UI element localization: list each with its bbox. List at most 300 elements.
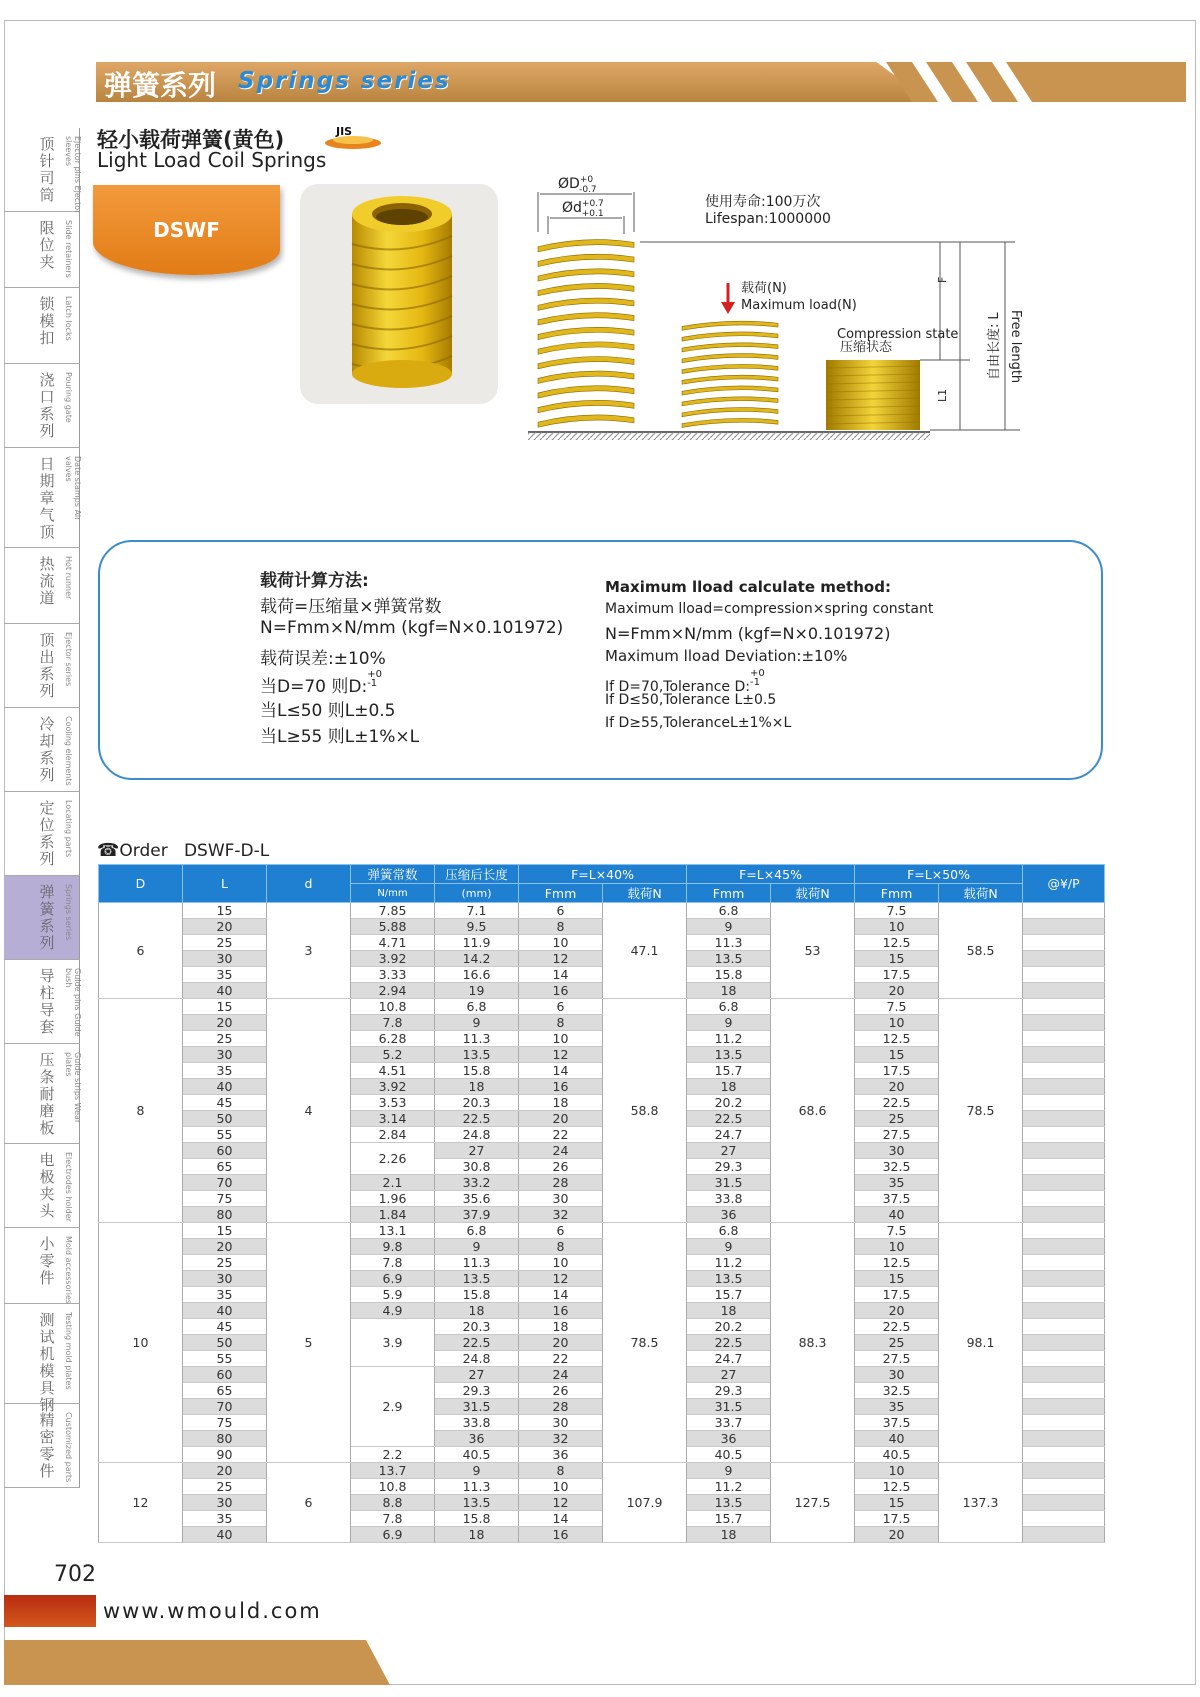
table-cell: 6.8 bbox=[687, 999, 771, 1015]
table-cell: 50 bbox=[183, 1335, 267, 1351]
price-cell bbox=[1023, 983, 1105, 999]
sidebar-item[interactable] bbox=[4, 1144, 80, 1228]
table-cell: 4 bbox=[267, 999, 351, 1223]
price-cell bbox=[1023, 935, 1105, 951]
table-cell: 28 bbox=[519, 1399, 603, 1415]
order-value: DSWF-D-L bbox=[183, 841, 270, 861]
price-cell bbox=[1023, 903, 1105, 919]
table-cell: 15.7 bbox=[687, 1063, 771, 1079]
table-cell: 5 bbox=[267, 1223, 351, 1463]
table-cell: 6.8 bbox=[435, 999, 519, 1015]
sidebar-item-label: 弹簧系列 bbox=[39, 883, 55, 952]
table-cell: 8 bbox=[519, 1463, 603, 1479]
table-row bbox=[99, 1463, 1105, 1479]
price-cell bbox=[1023, 1319, 1105, 1335]
table-cell: 30 bbox=[183, 1047, 267, 1063]
table-cell: 17.5 bbox=[855, 967, 939, 983]
table-cell: 45 bbox=[183, 1095, 267, 1111]
col-l: L bbox=[183, 865, 267, 903]
section-header bbox=[96, 58, 1186, 104]
sidebar-item[interactable] bbox=[4, 792, 80, 876]
table-cell: 2.94 bbox=[351, 983, 435, 999]
table-cell: 60 bbox=[183, 1143, 267, 1159]
table-cell: 15 bbox=[183, 903, 267, 919]
sidebar-item[interactable] bbox=[4, 708, 80, 792]
table-cell: 27 bbox=[687, 1143, 771, 1159]
sidebar-item-sublabel: Testing mold plates bbox=[64, 1312, 73, 1390]
jis-badge bbox=[322, 125, 384, 151]
phone-icon: ☎ bbox=[97, 840, 120, 861]
sidebar-item-sublabel: Cooling elements bbox=[64, 716, 73, 786]
table-cell: 9 bbox=[687, 1463, 771, 1479]
col-load: 载荷N bbox=[603, 884, 687, 903]
sidebar-item[interactable] bbox=[4, 624, 80, 708]
price-cell bbox=[1023, 1495, 1105, 1511]
col-fmm: Fmm bbox=[519, 884, 603, 903]
loaded-spring bbox=[682, 321, 778, 427]
sidebar-item-label: 日期章气顶 bbox=[39, 455, 55, 541]
calc-cn-line: 当L≥55 则L±1%×L bbox=[260, 727, 420, 747]
table-cell: 13.5 bbox=[687, 1047, 771, 1063]
table-cell: 70 bbox=[183, 1175, 267, 1191]
table-cell: 36 bbox=[687, 1431, 771, 1447]
price-cell bbox=[1023, 1415, 1105, 1431]
table-cell: 18 bbox=[687, 1303, 771, 1319]
col-fmm: Fmm bbox=[687, 884, 771, 903]
table-cell: 58.8 bbox=[603, 999, 687, 1223]
table-cell: 8 bbox=[519, 919, 603, 935]
table-cell: 11.9 bbox=[435, 935, 519, 951]
table-cell: 32.5 bbox=[855, 1383, 939, 1399]
table-cell: 9 bbox=[687, 919, 771, 935]
table-cell: 17.5 bbox=[855, 1063, 939, 1079]
table-cell: 15.7 bbox=[687, 1287, 771, 1303]
table-cell: 13.5 bbox=[435, 1271, 519, 1287]
price-cell bbox=[1023, 1143, 1105, 1159]
table-cell: 13.5 bbox=[435, 1495, 519, 1511]
table-cell: 15.8 bbox=[435, 1511, 519, 1527]
spring-photo bbox=[300, 184, 498, 404]
table-cell: 13.7 bbox=[351, 1463, 435, 1479]
table-cell: 35 bbox=[855, 1175, 939, 1191]
calc-en-line: If D=70,Tolerance D: $^{+0 -1}$ bbox=[605, 668, 765, 695]
calc-cn-line: N=Fmm×N/mm (kgf=N×0.101972) bbox=[260, 618, 564, 638]
table-cell: 15 bbox=[855, 1047, 939, 1063]
table-cell: 10.8 bbox=[351, 1479, 435, 1495]
table-cell: 18 bbox=[435, 1079, 519, 1095]
price-cell bbox=[1023, 1031, 1105, 1047]
table-cell: 6 bbox=[519, 999, 603, 1015]
table-cell: 26 bbox=[519, 1159, 603, 1175]
table-cell: 9 bbox=[687, 1239, 771, 1255]
price-cell bbox=[1023, 1287, 1105, 1303]
table-cell: 40.5 bbox=[435, 1447, 519, 1463]
table-cell: 25 bbox=[183, 1479, 267, 1495]
table-cell: 13.5 bbox=[687, 1495, 771, 1511]
load-en: Maximum load(N) bbox=[741, 298, 857, 313]
table-cell: 22.5 bbox=[855, 1095, 939, 1111]
price-cell bbox=[1023, 919, 1105, 935]
price-cell bbox=[1023, 951, 1105, 967]
table-cell: 9 bbox=[435, 1463, 519, 1479]
table-cell: 2.2 bbox=[351, 1447, 435, 1463]
sidebar-item-label: 冷却系列 bbox=[39, 715, 55, 784]
f-label: F bbox=[936, 276, 949, 283]
table-cell: 16 bbox=[519, 1079, 603, 1095]
table-cell: 17.5 bbox=[855, 1511, 939, 1527]
table-cell: 7.5 bbox=[855, 999, 939, 1015]
price-cell bbox=[1023, 1127, 1105, 1143]
table-row bbox=[99, 903, 1105, 919]
table-cell: 40 bbox=[855, 1431, 939, 1447]
calc-en-title: Maximum lload calculate method: bbox=[605, 578, 891, 596]
table-cell: 18 bbox=[687, 1079, 771, 1095]
table-cell: 3.9 bbox=[351, 1319, 435, 1367]
table-cell: 37.5 bbox=[855, 1415, 939, 1431]
table-cell: 30 bbox=[519, 1415, 603, 1431]
table-cell: 20.3 bbox=[435, 1319, 519, 1335]
table-cell: 10.8 bbox=[351, 999, 435, 1015]
table-cell: 1.84 bbox=[351, 1207, 435, 1223]
table-cell: 12 bbox=[99, 1463, 183, 1543]
table-cell: 50 bbox=[183, 1111, 267, 1127]
sidebar-item[interactable] bbox=[4, 212, 80, 288]
table-cell: 2.84 bbox=[351, 1127, 435, 1143]
table-cell: 20 bbox=[855, 1303, 939, 1319]
col-price: @¥/P bbox=[1023, 865, 1105, 903]
table-cell: 11.3 bbox=[435, 1031, 519, 1047]
table-cell: 20.3 bbox=[435, 1095, 519, 1111]
table-cell: 25 bbox=[183, 935, 267, 951]
table-cell: 9.5 bbox=[435, 919, 519, 935]
sidebar-item[interactable] bbox=[4, 128, 80, 212]
table-cell: 16 bbox=[519, 983, 603, 999]
sidebar-item-label: 顶出系列 bbox=[39, 631, 55, 700]
table-cell: 30 bbox=[855, 1367, 939, 1383]
table-cell: 14 bbox=[519, 1063, 603, 1079]
table-cell: 10 bbox=[855, 919, 939, 935]
table-cell: 29.3 bbox=[435, 1383, 519, 1399]
table-cell: 19 bbox=[435, 983, 519, 999]
header-title-cn: 弹簧系列 bbox=[104, 69, 217, 102]
sidebar-item-label: 小零件 bbox=[39, 1235, 55, 1287]
price-cell bbox=[1023, 1159, 1105, 1175]
sidebar-item-sublabel: Ejector series bbox=[64, 632, 73, 687]
sidebar-item[interactable] bbox=[4, 960, 80, 1044]
table-cell: 68.6 bbox=[771, 999, 855, 1223]
compressed-spring bbox=[826, 360, 920, 430]
table-cell: 24 bbox=[519, 1367, 603, 1383]
table-cell: 11.2 bbox=[687, 1255, 771, 1271]
table-cell: 7.8 bbox=[351, 1015, 435, 1031]
table-cell: 22.5 bbox=[855, 1319, 939, 1335]
table-cell: 107.9 bbox=[603, 1463, 687, 1543]
load-arrow-icon bbox=[721, 283, 735, 314]
sidebar-item-label: 锁模扣 bbox=[39, 295, 55, 347]
table-row bbox=[99, 1223, 1105, 1239]
table-cell: 11.3 bbox=[435, 1479, 519, 1495]
table-cell: 40.5 bbox=[687, 1447, 771, 1463]
table-cell: 15.8 bbox=[435, 1063, 519, 1079]
table-cell: 75 bbox=[183, 1415, 267, 1431]
sidebar-item-label: 限位夹 bbox=[39, 219, 55, 271]
price-cell bbox=[1023, 967, 1105, 983]
table-cell: 20 bbox=[183, 1015, 267, 1031]
table-cell: 58.5 bbox=[939, 903, 1023, 999]
sidebar-index bbox=[4, 128, 80, 1488]
table-cell: 30.8 bbox=[435, 1159, 519, 1175]
table-cell: 2.26 bbox=[351, 1143, 435, 1175]
table-cell: 15.8 bbox=[435, 1287, 519, 1303]
table-cell: 24 bbox=[519, 1143, 603, 1159]
table-cell: 7.8 bbox=[351, 1255, 435, 1271]
table-cell: 6.8 bbox=[687, 903, 771, 919]
price-cell bbox=[1023, 1399, 1105, 1415]
table-cell: 15 bbox=[855, 1271, 939, 1287]
table-cell: 33.2 bbox=[435, 1175, 519, 1191]
id-label: $Ød^{+0.7} +0.1$ bbox=[562, 199, 604, 219]
calc-en-line: If D≤50,Tolerance L±0.5 bbox=[605, 692, 777, 708]
table-cell: 12.5 bbox=[855, 1255, 939, 1271]
table-cell: 20 bbox=[519, 1335, 603, 1351]
sidebar-item-sublabel: Springs series bbox=[64, 884, 73, 941]
table-cell: 16 bbox=[519, 1527, 603, 1543]
table-cell: 10 bbox=[855, 1239, 939, 1255]
table-cell: 6.9 bbox=[351, 1527, 435, 1543]
table-cell: 18 bbox=[435, 1303, 519, 1319]
table-cell: 30 bbox=[183, 1495, 267, 1511]
table-cell: 37.5 bbox=[855, 1191, 939, 1207]
l1-label: L1 bbox=[936, 388, 949, 402]
table-cell: 10 bbox=[519, 1479, 603, 1495]
col-load: 载荷N bbox=[939, 884, 1023, 903]
table-cell: 12 bbox=[519, 1047, 603, 1063]
table-cell: 40.5 bbox=[855, 1447, 939, 1463]
life-en: Lifespan:1000000 bbox=[705, 211, 831, 227]
sidebar-item-sublabel: Mold accessories bbox=[64, 1236, 73, 1305]
table-row bbox=[99, 999, 1105, 1015]
free-length-cn: 自由长度:L bbox=[987, 312, 1002, 380]
spring-diagram bbox=[558, 175, 1120, 480]
table-cell: 3 bbox=[267, 903, 351, 999]
price-cell bbox=[1023, 1367, 1105, 1383]
table-cell: 60 bbox=[183, 1367, 267, 1383]
price-cell bbox=[1023, 1335, 1105, 1351]
table-cell: 7.1 bbox=[435, 903, 519, 919]
table-cell: 25 bbox=[855, 1335, 939, 1351]
table-cell: 53 bbox=[771, 903, 855, 999]
table-cell: 9 bbox=[687, 1015, 771, 1031]
sidebar-item-label: 精密零件 bbox=[39, 1411, 55, 1480]
table-cell: 20 bbox=[183, 1239, 267, 1255]
sidebar-item[interactable] bbox=[4, 1404, 80, 1488]
price-cell bbox=[1023, 1527, 1105, 1543]
table-cell: 28 bbox=[519, 1175, 603, 1191]
table-cell: 4.51 bbox=[351, 1063, 435, 1079]
table-cell: 6.8 bbox=[435, 1223, 519, 1239]
table-cell: 80 bbox=[183, 1207, 267, 1223]
table-cell: 14 bbox=[519, 967, 603, 983]
table-cell: 27 bbox=[435, 1367, 519, 1383]
table-cell: 45 bbox=[183, 1319, 267, 1335]
table-cell: 5.2 bbox=[351, 1047, 435, 1063]
table-cell: 8 bbox=[99, 999, 183, 1223]
table-cell: 30 bbox=[183, 1271, 267, 1287]
table-cell: 88.3 bbox=[771, 1223, 855, 1463]
table-cell: 12 bbox=[519, 1271, 603, 1287]
group-45: F=L×45% bbox=[687, 865, 855, 884]
compression-en: Compression state bbox=[837, 327, 959, 342]
sidebar-item-label: 导柱导套 bbox=[39, 967, 55, 1036]
table-cell: 13.5 bbox=[687, 951, 771, 967]
free-spring bbox=[538, 236, 634, 430]
table-cell: 40 bbox=[855, 1207, 939, 1223]
table-cell: 22 bbox=[519, 1351, 603, 1367]
price-cell bbox=[1023, 1111, 1105, 1127]
table-cell: 12.5 bbox=[855, 1031, 939, 1047]
table-cell: 11.2 bbox=[687, 1031, 771, 1047]
sidebar-item[interactable] bbox=[4, 288, 80, 364]
table-cell: 36 bbox=[435, 1431, 519, 1447]
sidebar-item-sublabel: Latch locks bbox=[64, 296, 73, 341]
calc-cn-line: 当L≤50 则L±0.5 bbox=[260, 701, 396, 721]
table-cell: 8 bbox=[519, 1015, 603, 1031]
table-cell: 6.28 bbox=[351, 1031, 435, 1047]
table-cell: 24.7 bbox=[687, 1127, 771, 1143]
table-cell: 18 bbox=[435, 1527, 519, 1543]
sidebar-item-sublabel: Hot runner bbox=[64, 556, 73, 600]
calc-cn-line: 载荷误差:±10% bbox=[260, 649, 386, 669]
price-cell bbox=[1023, 1207, 1105, 1223]
table-cell: 6 bbox=[519, 1223, 603, 1239]
sidebar-item-label: 压条耐磨板 bbox=[39, 1051, 55, 1137]
table-cell: 2.1 bbox=[351, 1175, 435, 1191]
sidebar-item[interactable] bbox=[4, 876, 80, 960]
table-cell: 3.14 bbox=[351, 1111, 435, 1127]
sidebar-item-label: 测试机模具钢 bbox=[39, 1311, 55, 1414]
table-cell: 9 bbox=[435, 1239, 519, 1255]
table-cell: 10 bbox=[99, 1223, 183, 1463]
compression-cn: 压缩状态 bbox=[840, 340, 893, 355]
table-cell: 13.1 bbox=[351, 1223, 435, 1239]
table-cell: 33.8 bbox=[687, 1191, 771, 1207]
price-cell bbox=[1023, 1479, 1105, 1495]
page-number: 702 bbox=[54, 1562, 96, 1587]
price-cell bbox=[1023, 1223, 1105, 1239]
table-cell: 30 bbox=[183, 951, 267, 967]
price-cell bbox=[1023, 1079, 1105, 1095]
table-cell: 31.5 bbox=[687, 1399, 771, 1415]
table-cell: 12.5 bbox=[855, 1479, 939, 1495]
sidebar-item-label: 电极夹头 bbox=[39, 1151, 55, 1220]
table-cell: 40 bbox=[183, 1303, 267, 1319]
table-cell: 24.8 bbox=[435, 1127, 519, 1143]
table-cell: 15 bbox=[855, 951, 939, 967]
sidebar-item-label: 热流道 bbox=[39, 555, 55, 607]
product-title-cn: 轻小载荷弹簧(黄色) bbox=[97, 128, 285, 152]
sidebar-item[interactable] bbox=[4, 1228, 80, 1304]
sidebar-item-sublabel: Locating parts bbox=[64, 800, 73, 858]
calc-cn-title: 载荷计算方法: bbox=[260, 571, 369, 591]
table-cell: 8 bbox=[519, 1239, 603, 1255]
calc-cn-line: 载荷=压缩量×弹簧常数 bbox=[260, 597, 442, 617]
price-cell bbox=[1023, 1351, 1105, 1367]
price-cell bbox=[1023, 1303, 1105, 1319]
table-cell: 11.2 bbox=[687, 1479, 771, 1495]
table-cell: 22.5 bbox=[687, 1335, 771, 1351]
price-cell bbox=[1023, 1095, 1105, 1111]
sidebar-item-sublabel: Pouring gate bbox=[64, 372, 73, 423]
table-cell: 2.9 bbox=[351, 1367, 435, 1447]
table-cell: 22.5 bbox=[687, 1111, 771, 1127]
table-cell: 98.1 bbox=[939, 1223, 1023, 1463]
table-cell: 10 bbox=[855, 1463, 939, 1479]
table-cell: 11.3 bbox=[687, 935, 771, 951]
table-cell: 27 bbox=[687, 1367, 771, 1383]
table-cell: 80 bbox=[183, 1431, 267, 1447]
table-cell: 15.7 bbox=[687, 1511, 771, 1527]
price-cell bbox=[1023, 1431, 1105, 1447]
table-cell: 6 bbox=[267, 1463, 351, 1543]
sidebar-item[interactable] bbox=[4, 448, 80, 548]
col-d: D bbox=[99, 865, 183, 903]
product-title-en: Light Load Coil Springs bbox=[97, 148, 327, 172]
table-cell: 5.9 bbox=[351, 1287, 435, 1303]
table-cell: 12.5 bbox=[855, 935, 939, 951]
table-cell: 47.1 bbox=[603, 903, 687, 999]
sidebar-item[interactable] bbox=[4, 364, 80, 448]
table-cell: 36 bbox=[687, 1207, 771, 1223]
calc-en-line: N=Fmm×N/mm (kgf=N×0.101972) bbox=[605, 624, 891, 643]
table-cell: 36 bbox=[519, 1447, 603, 1463]
table-cell: 20 bbox=[183, 1463, 267, 1479]
sidebar-item-sublabel: Guide pins Guide bush bbox=[64, 968, 82, 1037]
table-cell: 35 bbox=[183, 1063, 267, 1079]
order-code bbox=[97, 840, 269, 861]
col-spring-constant: 弹簧常数 bbox=[351, 865, 435, 884]
table-cell: 7.5 bbox=[855, 903, 939, 919]
table-cell: 25 bbox=[183, 1255, 267, 1271]
spec-table-body bbox=[99, 903, 1105, 1543]
table-cell: 3.92 bbox=[351, 1079, 435, 1095]
header-title-en: Springs series bbox=[238, 68, 451, 94]
table-cell: 35 bbox=[855, 1399, 939, 1415]
table-cell: 70 bbox=[183, 1399, 267, 1415]
table-cell: 22.5 bbox=[435, 1335, 519, 1351]
footer-band bbox=[4, 1640, 1196, 1685]
table-cell: 6 bbox=[99, 903, 183, 999]
table-cell: 17.5 bbox=[855, 1287, 939, 1303]
table-cell: 16.6 bbox=[435, 967, 519, 983]
sidebar-item[interactable] bbox=[4, 1304, 80, 1414]
table-cell: 20 bbox=[855, 1079, 939, 1095]
table-cell: 35 bbox=[183, 967, 267, 983]
price-cell bbox=[1023, 1463, 1105, 1479]
table-cell: 8.8 bbox=[351, 1495, 435, 1511]
calc-en-line: Maximum lload=compression×spring constant bbox=[605, 601, 934, 617]
sidebar-item[interactable] bbox=[4, 1044, 80, 1144]
col-fmm: Fmm bbox=[855, 884, 939, 903]
sidebar-item[interactable] bbox=[4, 548, 80, 624]
sidebar-item-label: 浇口系列 bbox=[39, 371, 55, 440]
table-cell: 15 bbox=[183, 999, 267, 1015]
table-cell: 32.5 bbox=[855, 1159, 939, 1175]
table-cell: 6 bbox=[519, 903, 603, 919]
header-stripes bbox=[886, 62, 1186, 102]
spec-table bbox=[98, 864, 1105, 1543]
table-cell: 1.96 bbox=[351, 1191, 435, 1207]
sidebar-item-label: 顶针司筒 bbox=[39, 135, 55, 204]
